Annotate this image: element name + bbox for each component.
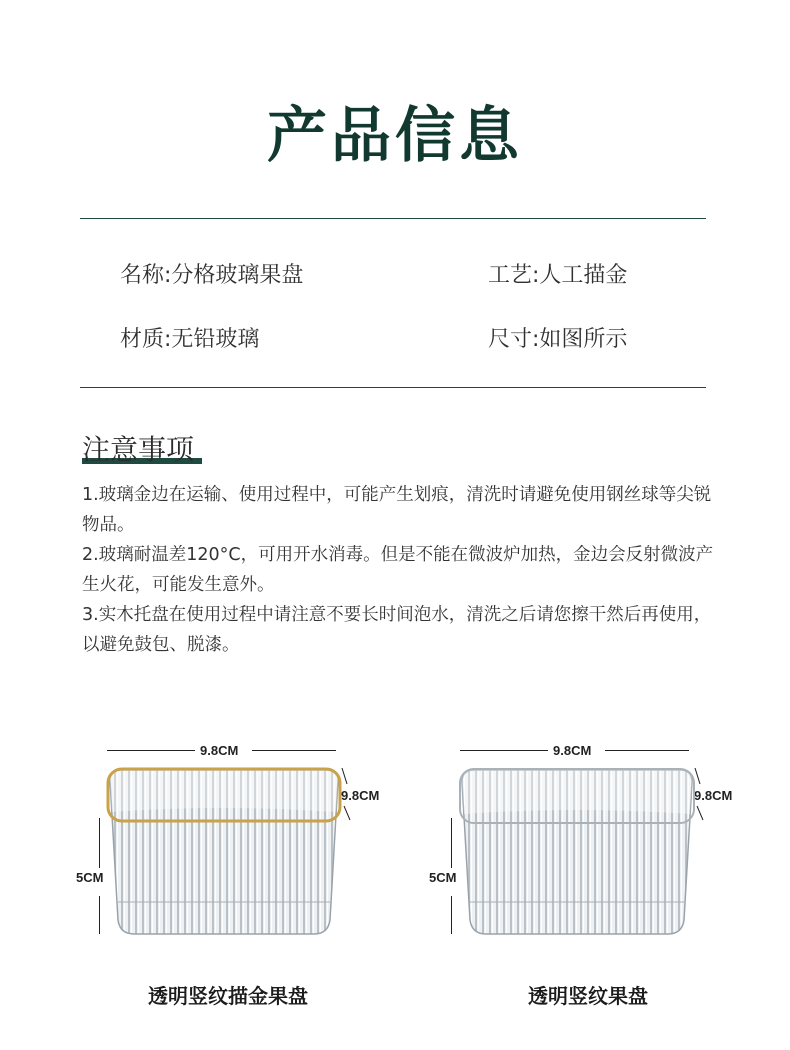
product-caption: 透明竖纹果盘	[528, 984, 648, 1008]
info-material: 材质:无铅玻璃	[120, 327, 260, 352]
notice-item: 1.玻璃金边在运输、使用过程中，可能产生划痕，清洗时请避免使用钢丝球等尖锐物品。	[82, 485, 712, 535]
clear-bowl-image	[454, 764, 700, 942]
notice-heading: 注意事项	[82, 433, 195, 466]
width-dimension-label: 9.8CM	[553, 743, 592, 758]
depth-dimension-label: 9.8CM	[341, 788, 380, 803]
height-dimension-line	[451, 818, 452, 868]
notice-item: 2.玻璃耐温差120°C，可用开水消毒。但是不能在微波炉加热，金边会反射微波产生火花，可能发生意外。	[82, 545, 714, 595]
info-size: 尺寸:如图所示	[488, 327, 628, 352]
height-dimension-line	[451, 896, 452, 934]
notice-list	[82, 480, 722, 660]
width-dimension-label: 9.8CM	[200, 743, 239, 758]
gold-rim-bowl-image	[100, 762, 350, 942]
divider-top	[80, 218, 706, 219]
divider-bottom	[80, 387, 706, 388]
width-dimension-line	[252, 750, 336, 751]
height-dimension-label: 5CM	[76, 870, 104, 885]
depth-tick-icon	[340, 766, 354, 822]
height-dimension-label: 5CM	[429, 870, 457, 885]
depth-tick-icon	[693, 766, 707, 822]
width-dimension-line	[460, 750, 548, 751]
width-dimension-line	[107, 750, 195, 751]
product-caption: 透明竖纹描金果盘	[148, 984, 308, 1008]
info-name: 名称:分格玻璃果盘	[120, 263, 304, 288]
page-title: 产品信息	[267, 101, 523, 171]
info-craft: 工艺:人工描金	[488, 263, 628, 288]
width-dimension-line	[605, 750, 689, 751]
depth-dimension-label: 9.8CM	[694, 788, 733, 803]
notice-item: 3.实木托盘在使用过程中请注意不要长时间泡水，清洗之后请您擦干然后再使用，以避免鼓包、脱漆。	[82, 605, 712, 655]
